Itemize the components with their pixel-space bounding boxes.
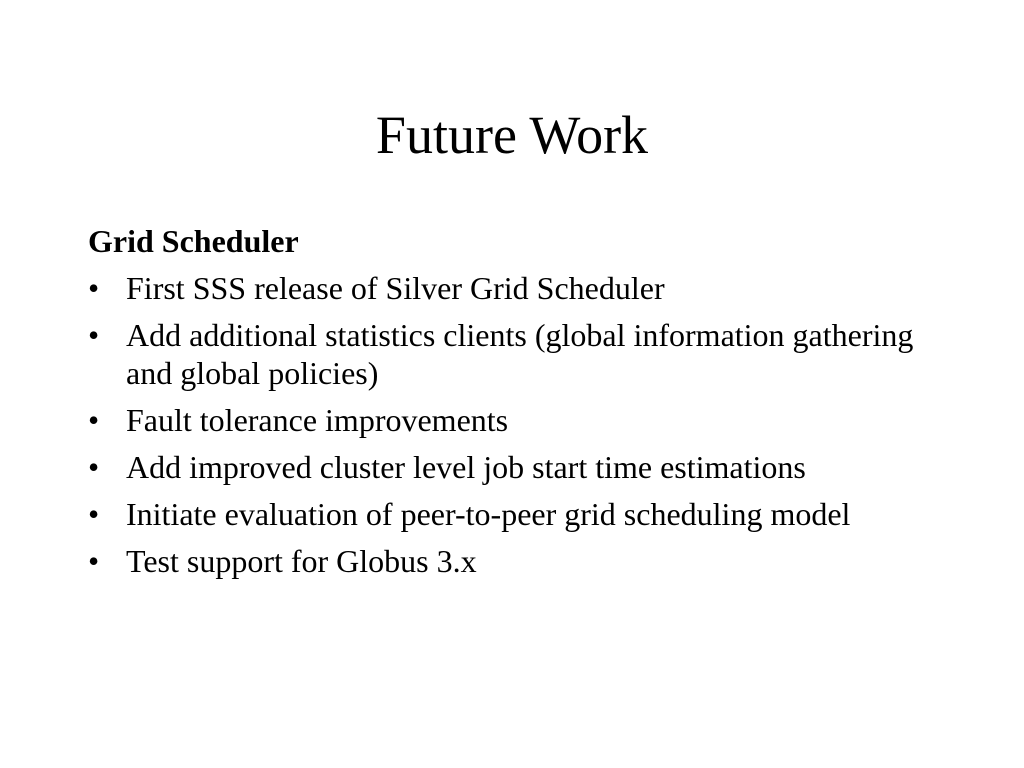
bullet-item	[88, 542, 948, 580]
bullet-item	[88, 316, 948, 392]
section-heading: Grid Scheduler	[88, 223, 299, 259]
bullet-list	[88, 269, 948, 580]
bullet-item	[88, 401, 948, 439]
bullet-text: Initiate evaluation of peer-to-peer grid scheduling model	[126, 496, 851, 532]
slide-content	[88, 222, 948, 589]
bullet-marker-icon: •	[88, 270, 100, 306]
bullet-marker-icon: •	[88, 317, 100, 353]
bullet-item	[88, 269, 948, 307]
bullet-marker-icon: •	[88, 543, 100, 579]
bullet-text: Add improved cluster level job start time estimations	[126, 449, 806, 485]
bullet-text: Test support for Globus 3.x	[126, 543, 477, 579]
bullet-text: Add additional statistics clients (global information gathering and global policies)	[126, 317, 914, 391]
bullet-item	[88, 448, 948, 486]
bullet-marker-icon: •	[88, 496, 100, 532]
slide-title: Future Work	[375, 105, 649, 165]
bullet-marker-icon: •	[88, 402, 100, 438]
bullet-text: Fault tolerance improvements	[126, 402, 509, 438]
bullet-item	[88, 495, 948, 533]
bullet-marker-icon: •	[88, 449, 100, 485]
bullet-text: First SSS release of Silver Grid Scheduler	[126, 270, 665, 306]
